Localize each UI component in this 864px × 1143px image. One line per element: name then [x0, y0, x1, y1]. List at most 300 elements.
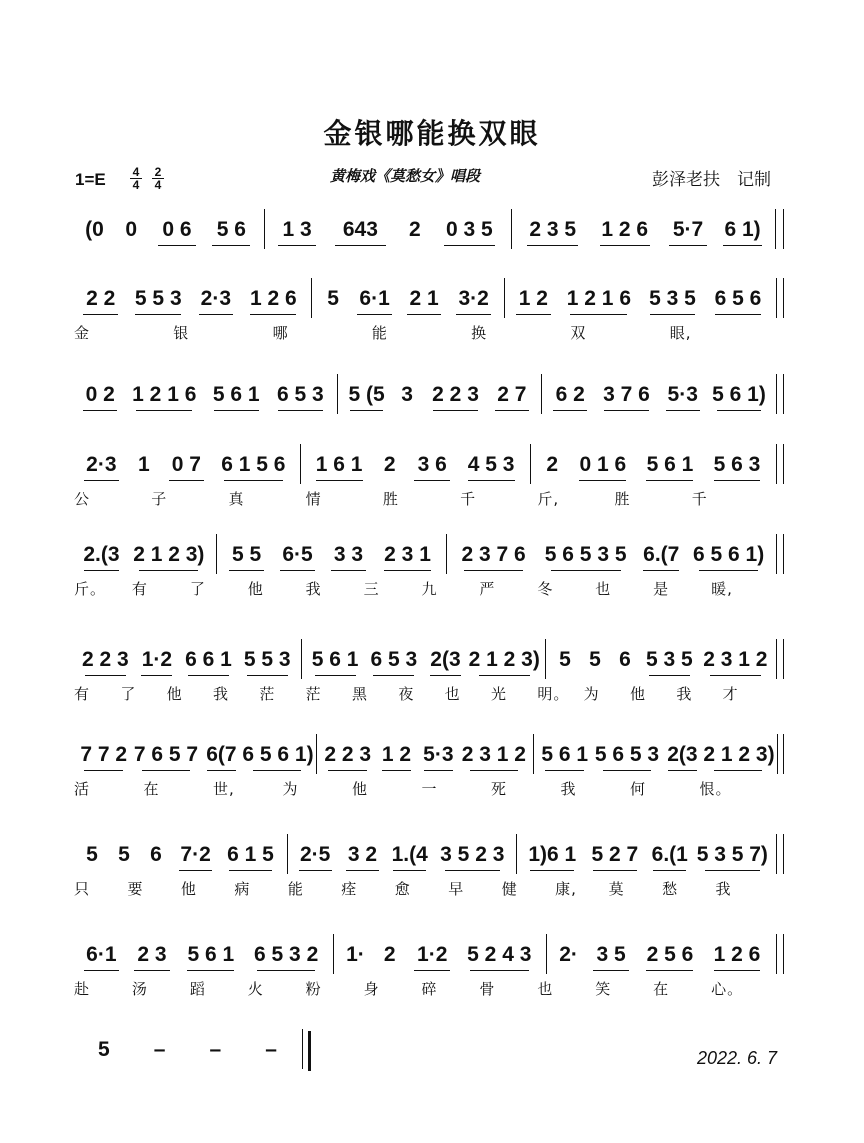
time-signature-4-4: 4 4 [130, 166, 142, 191]
bar-line [302, 1029, 303, 1069]
lyric-char: 光 [491, 685, 508, 703]
beam-line [445, 870, 500, 871]
bar-line [776, 834, 777, 874]
note-group: 5 5 [232, 543, 262, 566]
note-group: 5·3 [423, 743, 454, 766]
beam-line [643, 570, 679, 571]
lyric-char: 莫 [608, 880, 625, 898]
beam-line [705, 870, 760, 871]
lyric-char: 银 [173, 324, 190, 342]
note-group: 2 3 5 [529, 218, 577, 241]
note-group: 5 [589, 648, 601, 671]
note-group: 5 [86, 843, 98, 866]
note-group: 1 2 [518, 287, 548, 310]
credit: 彭泽老扶 记制 [652, 170, 771, 190]
lyric-char: 有 [131, 580, 148, 598]
bar-line [783, 639, 784, 679]
note-group: 0 6 [162, 218, 192, 241]
beam-line [593, 970, 628, 971]
beam-line [393, 870, 426, 871]
beam-line [646, 970, 693, 971]
beam-line [593, 870, 637, 871]
bar-line [264, 209, 265, 249]
beam-line [179, 870, 212, 871]
note-group: 2 7 [497, 383, 527, 406]
beam-line [717, 410, 762, 411]
score-line [70, 940, 800, 1014]
note-group: 5 [327, 287, 339, 310]
beam-line [84, 770, 123, 771]
note-group: 1 2 6 [601, 218, 649, 241]
note-group: 5 [559, 648, 571, 671]
date: 2022. 6. 7 [697, 1048, 778, 1068]
lyric-char: 他 [630, 685, 647, 703]
lyric-char: 双 [570, 324, 587, 342]
bar-line [776, 444, 777, 484]
note-group: 6·5 [282, 543, 313, 566]
lyric-char: 蹈 [189, 980, 206, 998]
beam-line [424, 770, 453, 771]
lyric-char: 世, [213, 780, 235, 798]
note-group: 1 2 6 [250, 287, 297, 310]
beam-line [666, 410, 700, 411]
lyric-char: 心。 [711, 980, 744, 998]
bar-line [337, 374, 338, 414]
beam-line [315, 675, 356, 676]
note-group: 0 2 [85, 383, 115, 406]
note-group: 2 [383, 943, 396, 966]
bar-line [776, 278, 777, 318]
note-group: 5·7 [672, 218, 704, 241]
lyric-char: 他 [166, 685, 183, 703]
beam-line [579, 480, 626, 481]
lyric-char: 是 [653, 580, 670, 598]
note-group: 2 1 2 3) [133, 543, 205, 566]
note-group: 6(7 [206, 743, 237, 766]
score-line [70, 645, 800, 719]
beam-line [414, 480, 449, 481]
beam-line [600, 245, 650, 246]
note-group: 6 5 6 1) [242, 743, 314, 766]
note-group: 1 2 6 [713, 943, 761, 966]
lyric-char: 只 [74, 880, 91, 898]
note-group: 5 6 1 [212, 383, 260, 406]
lyric-char: 恨。 [699, 780, 732, 798]
beam-line [212, 245, 250, 246]
beam-line [444, 245, 494, 246]
lyric-char: 能 [371, 324, 388, 342]
bar-line [333, 934, 334, 974]
lyric-char: 哪 [272, 324, 289, 342]
beam-line [382, 770, 411, 771]
beam-line [407, 314, 442, 315]
beam-line [545, 770, 584, 771]
note-group: 6.(7 [643, 543, 680, 566]
beam-line [199, 314, 234, 315]
note-group: 2 1 2 3) [468, 648, 540, 671]
beam-line [335, 245, 385, 246]
note-group: 5 3 5 [646, 648, 693, 671]
lyric-char: 金 [74, 324, 91, 342]
bar-line [783, 734, 784, 774]
beam-line [715, 314, 761, 315]
lyric-char: 要 [127, 880, 144, 898]
beam-line [278, 410, 323, 411]
note-group: 6 1) [724, 218, 761, 241]
note-group: 3 7 6 [603, 383, 650, 406]
note-group: 5 6 [216, 218, 246, 241]
lyric-char: 他 [247, 580, 264, 598]
note-group: 5·3 [667, 383, 698, 406]
lyric-char: 能 [287, 880, 304, 898]
beam-line [214, 410, 259, 411]
bar-line [311, 278, 312, 318]
note-group: 6 5 6 1) [692, 543, 765, 566]
lyric-char: 斤, [537, 490, 560, 508]
note-group: 6 1 5 [227, 843, 274, 866]
lyric-char: 我 [715, 880, 732, 898]
lyric-char: 茫 [305, 685, 322, 703]
note-group: 7·2 [180, 843, 211, 866]
note-group: 5 2 7 [591, 843, 639, 866]
bar-line [300, 444, 301, 484]
beam-line [650, 314, 696, 315]
note-group: – [153, 1038, 166, 1061]
beam-line [247, 675, 288, 676]
lyric-char: 为 [583, 685, 600, 703]
lyric-char: 千 [691, 490, 708, 508]
score-line [70, 1035, 800, 1109]
note-group: 0 [125, 218, 138, 241]
note-group: 6 5 3 2 [254, 943, 319, 966]
note-group: 5 3 5 [649, 287, 696, 310]
note-group: 1 3 [282, 218, 312, 241]
bar-line [783, 278, 784, 318]
beam-line [85, 675, 126, 676]
beam-line [464, 570, 523, 571]
beam-line [188, 675, 229, 676]
bar-line [776, 934, 777, 974]
beam-line [134, 970, 169, 971]
lyric-char: 康, [555, 880, 577, 898]
note-group: 2 1 2 3) [703, 743, 775, 766]
note-group: 2 [546, 453, 559, 476]
note-group: 2 2 3 [82, 648, 129, 671]
note-group: 3 2 [347, 843, 378, 866]
note-group: 1 2 [381, 743, 412, 766]
beam-line [257, 970, 315, 971]
bar-line [301, 639, 302, 679]
lyric-char: 暖, [711, 580, 733, 598]
lyric-char: 夜 [398, 685, 415, 703]
beam-line [331, 570, 367, 571]
note-group: 5 6 5 3 5 [544, 543, 627, 566]
note-group: 5 [98, 1038, 110, 1061]
note-group: 2 [383, 453, 396, 476]
note-group: 6 2 [555, 383, 585, 406]
bar-line [533, 734, 534, 774]
note-group: 7 6 5 7 [133, 743, 199, 766]
note-group: 3 5 [596, 943, 626, 966]
note-group: 5 6 1 [541, 743, 589, 766]
note-group: 2 3 1 2 [461, 743, 526, 766]
note-group: 7 7 2 [80, 743, 128, 766]
beam-line [384, 570, 431, 571]
lyric-char: 公 [74, 490, 91, 508]
lyric-char: 了 [189, 580, 206, 598]
beam-line [430, 675, 461, 676]
bar-line [783, 834, 784, 874]
lyric-char: 在 [143, 780, 160, 798]
lyric-char: 茫 [259, 685, 276, 703]
beam-line [516, 314, 551, 315]
bar-line [783, 209, 784, 249]
beam-line [158, 245, 196, 246]
beam-line [83, 314, 118, 315]
bar-line [530, 444, 531, 484]
note-group: 5 6 1 [187, 943, 235, 966]
beam-line [250, 314, 296, 315]
note-group: 6 5 3 [370, 648, 418, 671]
beam-line [141, 675, 172, 676]
bar-line [541, 374, 542, 414]
note-group: – [265, 1038, 277, 1061]
beam-line [714, 770, 762, 771]
lyric-char: 我 [213, 685, 230, 703]
beam-line [646, 480, 693, 481]
beam-line [551, 570, 621, 571]
lyric-char: 子 [151, 490, 168, 508]
lyric-char: 他 [352, 780, 369, 798]
beam-line [316, 480, 363, 481]
beam-line [135, 314, 181, 315]
lyric-char: 在 [653, 980, 670, 998]
beam-line [530, 870, 574, 871]
beam-line [357, 314, 392, 315]
lyric-char: 也 [537, 980, 554, 998]
lyric-char: 胜 [382, 490, 399, 508]
note-group: 5 2 4 3 [467, 943, 532, 966]
lyric-char: 健 [501, 880, 518, 898]
note-group: 2 3 [137, 943, 167, 966]
lyric-char: 何 [630, 780, 647, 798]
note-group: 6 [150, 843, 162, 866]
lyric-char: 胜 [614, 490, 631, 508]
lyric-char: 我 [560, 780, 577, 798]
beam-line [350, 410, 384, 411]
note-group: 5 6 5 3 [594, 743, 660, 766]
note-group: 3 5 2 3 [440, 843, 505, 866]
note-group: 5 6 1) [712, 383, 766, 406]
beam-line [456, 314, 491, 315]
note-group: 1·2 [417, 943, 448, 966]
lyric-char: 早 [448, 880, 465, 898]
lyric-char: 死 [491, 780, 508, 798]
note-group: 1 [137, 453, 150, 476]
beam-line [280, 570, 316, 571]
lyric-char: 黑 [352, 685, 369, 703]
lyric-char: 活 [74, 780, 91, 798]
beam-line [207, 770, 236, 771]
lyric-char: 冬 [537, 580, 554, 598]
bar-line [783, 934, 784, 974]
beam-line [224, 480, 282, 481]
beam-line [373, 675, 414, 676]
note-group: 3·2 [458, 287, 489, 310]
note-group: 2 2 [86, 287, 116, 310]
lyric-char: 换 [471, 324, 488, 342]
note-group: 2(3 [430, 648, 461, 671]
bar-line [783, 534, 784, 574]
note-group: 5 6 1 [646, 453, 694, 476]
bar-line [546, 934, 547, 974]
lyric-char: 身 [363, 980, 380, 998]
lyric-char: 愁 [662, 880, 679, 898]
note-group: 4 5 3 [467, 453, 515, 476]
beam-line [142, 770, 190, 771]
note-group: 2·3 [200, 287, 231, 310]
note-group: 1.(4 [391, 843, 428, 866]
beam-line [699, 570, 758, 571]
beam-line [669, 245, 707, 246]
lyric-char: 明。 [537, 685, 570, 703]
bar-line [216, 534, 217, 574]
beam-line [84, 480, 119, 481]
beam-line [187, 970, 234, 971]
note-group: 5 6 3 [713, 453, 761, 476]
lyric-char: 他 [180, 880, 197, 898]
beam-line [346, 870, 379, 871]
note-group: 0 1 6 [579, 453, 627, 476]
lyric-char: 眼, [669, 324, 692, 342]
beam-line [468, 480, 515, 481]
beam-line [479, 675, 530, 676]
bar-line [308, 1031, 311, 1071]
note-group: 6·1 [86, 943, 117, 966]
lyric-char: 也 [444, 685, 461, 703]
lyric-char: 骨 [479, 980, 496, 998]
lyric-char: 碎 [421, 980, 438, 998]
bar-line [776, 639, 777, 679]
beam-line [470, 770, 518, 771]
beam-line [710, 675, 761, 676]
beam-line [278, 245, 316, 246]
lyric-char: 笑 [595, 980, 612, 998]
score-line [70, 740, 800, 814]
note-group: 1· [346, 943, 365, 966]
bar-line [287, 834, 288, 874]
note-group: 2 3 1 2 [703, 648, 768, 671]
note-group: 3 [401, 383, 413, 406]
note-group: 0 7 [171, 453, 201, 476]
lyric-char: 也 [595, 580, 612, 598]
bar-line [777, 734, 778, 774]
score-line [70, 380, 800, 454]
beam-line [299, 870, 332, 871]
note-group: 1 2 1 6 [566, 287, 632, 310]
lyric-char: 我 [676, 685, 693, 703]
beam-line [84, 970, 119, 971]
bar-line [776, 374, 777, 414]
note-group: 6 5 6 [714, 287, 762, 310]
note-group: 6 5 3 [276, 383, 324, 406]
note-group: 5 5 3 [243, 648, 291, 671]
subtitle: 黄梅戏《莫愁女》唱段 [330, 167, 481, 185]
note-group: 2 2 3 [324, 743, 372, 766]
note-group: 2 2 3 [432, 383, 479, 406]
lyric-char: 火 [247, 980, 264, 998]
note-group: 5 [118, 843, 130, 866]
beam-line [527, 245, 577, 246]
note-group: 1·2 [141, 648, 173, 671]
note-group: 2.(3 [83, 543, 120, 566]
note-group: 2 3 7 6 [461, 543, 526, 566]
note-group: 5 6 1 [311, 648, 359, 671]
beam-line [570, 314, 627, 315]
note-group: 6.(1 [651, 843, 688, 866]
lyric-char: 病 [234, 880, 251, 898]
note-group: 6 [619, 648, 631, 671]
note-group: 5 3 5 7) [696, 843, 768, 866]
note-group: 1)6 1 [528, 843, 577, 866]
bar-line [446, 534, 447, 574]
beam-line [470, 970, 528, 971]
lyric-char: 情 [305, 490, 322, 508]
beam-line [229, 870, 273, 871]
bar-line [545, 639, 546, 679]
lyric-char: 严 [479, 580, 496, 598]
note-group: 2 3 1 [384, 543, 431, 566]
bar-line [504, 278, 505, 318]
beam-line [653, 870, 686, 871]
page-title: 金银哪能换双眼 [323, 117, 541, 150]
score-line [70, 450, 800, 524]
note-group: 3 6 [417, 453, 447, 476]
beam-line [668, 770, 697, 771]
note-group: 5 (5 [348, 383, 385, 406]
note-group: 5 5 3 [134, 287, 182, 310]
beam-line [328, 770, 367, 771]
lyric-char: 千 [460, 490, 477, 508]
bar-line [776, 534, 777, 574]
note-group: 2 5 6 [646, 943, 694, 966]
note-group: 1 6 1 [315, 453, 363, 476]
note-group: 3 3 [333, 543, 364, 566]
score-line [70, 284, 800, 358]
note-group: 2· [559, 943, 578, 966]
lyric-char: 为 [282, 780, 299, 798]
lyric-char: 才 [722, 685, 739, 703]
beam-line [495, 410, 529, 411]
note-group: 2 1 [409, 287, 439, 310]
lyric-char: 粉 [305, 980, 322, 998]
lyric-char: 斤。 [74, 580, 107, 598]
bar-line [775, 209, 776, 249]
note-group: – [209, 1038, 222, 1061]
note-group: (0 [85, 218, 104, 241]
beam-line [253, 770, 301, 771]
lyric-char: 我 [305, 580, 322, 598]
beam-line [649, 675, 690, 676]
note-group: 2(3 [667, 743, 698, 766]
note-group: 0 3 5 [445, 218, 493, 241]
lyric-char: 赴 [74, 980, 91, 998]
bar-line [511, 209, 512, 249]
beam-line [723, 245, 761, 246]
beam-line [604, 410, 649, 411]
beam-line [83, 410, 117, 411]
note-group: 2 [409, 218, 421, 241]
